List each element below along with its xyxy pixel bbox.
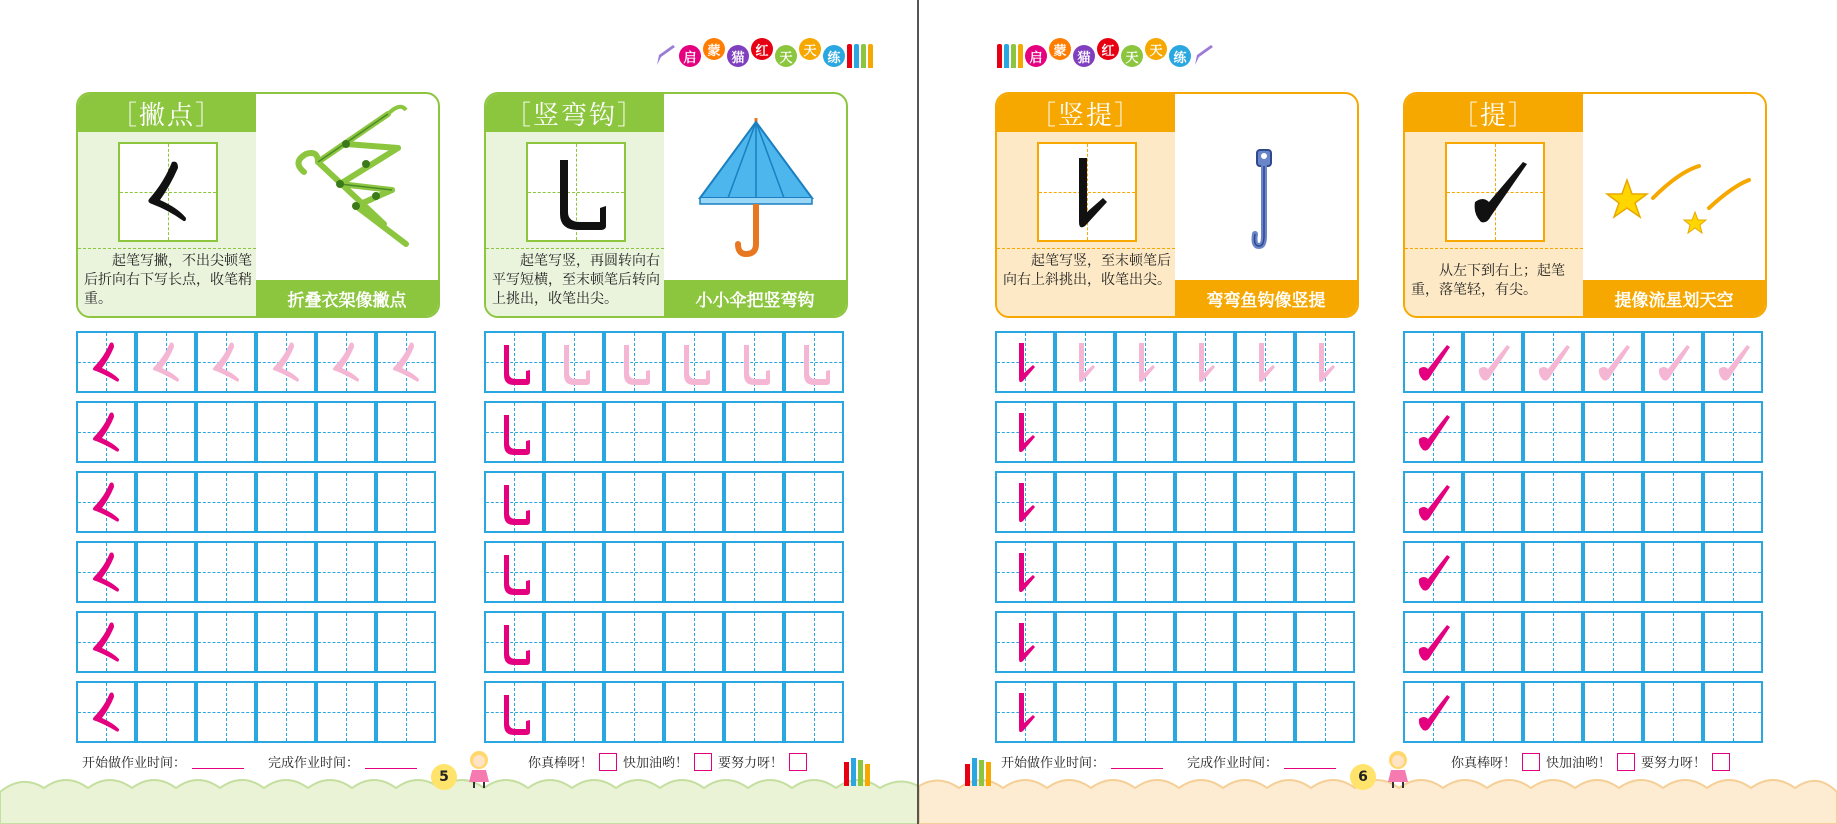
writing-cell[interactable] (1235, 331, 1295, 393)
pencils-icon (842, 754, 874, 788)
logo-char: 红 (1097, 38, 1119, 60)
writing-cell[interactable] (1295, 401, 1355, 463)
stroke-caption: 提像流星划天空 (1583, 280, 1765, 316)
writing-cell[interactable] (76, 401, 136, 463)
practice-row (76, 331, 436, 393)
writing-cell[interactable] (724, 331, 784, 393)
umbrella-icon (664, 94, 846, 280)
writing-cell[interactable] (1583, 681, 1643, 743)
writing-cell[interactable] (784, 331, 844, 393)
writing-cell[interactable] (136, 611, 196, 673)
model-stroke (486, 333, 542, 391)
series-logo (655, 44, 873, 68)
model-stroke (997, 473, 1053, 531)
stroke-caption: 小小伞把竖弯钩 (664, 280, 846, 316)
writing-cell[interactable] (376, 471, 436, 533)
writing-cell[interactable] (1403, 401, 1463, 463)
praise-great-checkbox[interactable] (1522, 753, 1540, 771)
writing-cell[interactable] (484, 541, 544, 603)
writing-cell[interactable] (136, 331, 196, 393)
writing-cell[interactable] (1643, 541, 1703, 603)
footer-wave (0, 766, 918, 824)
model-stroke (78, 683, 134, 741)
writing-cell[interactable] (544, 331, 604, 393)
stroke-card-pie-dian (76, 92, 440, 318)
writing-cell[interactable] (1523, 541, 1583, 603)
writing-cell[interactable] (1115, 471, 1175, 533)
writing-cell[interactable] (256, 541, 316, 603)
writing-cell[interactable] (1235, 611, 1295, 673)
stroke-title: ［撇点］ (78, 94, 256, 132)
stroke-ti-glyph (1447, 144, 1543, 240)
writing-cell[interactable] (604, 401, 664, 463)
stroke-title: ［提］ (1405, 94, 1583, 132)
writing-cell[interactable] (136, 471, 196, 533)
finish-time-blank[interactable] (365, 754, 417, 769)
trace-stroke (1237, 333, 1293, 391)
writing-cell[interactable] (1703, 681, 1763, 743)
start-time-label: 开始做作业时间： (1001, 756, 1106, 771)
stroke-title: ［竖提］ (997, 94, 1175, 132)
writing-cell[interactable] (1175, 541, 1235, 603)
trace-stroke (258, 333, 314, 391)
trace-stroke (1525, 333, 1581, 391)
model-stroke (997, 403, 1053, 461)
writing-cell[interactable] (1583, 611, 1643, 673)
writing-cell[interactable] (544, 541, 604, 603)
writing-cell[interactable] (1295, 541, 1355, 603)
writing-cell[interactable] (1523, 611, 1583, 673)
writing-cell[interactable] (1055, 471, 1115, 533)
folding-hanger-icon (256, 94, 438, 280)
writing-cell[interactable] (604, 331, 664, 393)
writing-cell[interactable] (1523, 471, 1583, 533)
writing-cell[interactable] (1115, 401, 1175, 463)
logo-char: 天 (775, 45, 797, 67)
writing-cell[interactable] (196, 331, 256, 393)
writing-cell[interactable] (136, 681, 196, 743)
writing-cell[interactable] (1643, 471, 1703, 533)
writing-cell[interactable] (1703, 471, 1763, 533)
cartoon-girl-icon (462, 748, 496, 790)
writing-cell[interactable] (316, 611, 376, 673)
writing-cell[interactable] (995, 401, 1055, 463)
writing-cell[interactable] (484, 681, 544, 743)
writing-cell[interactable] (1235, 471, 1295, 533)
writing-cell[interactable] (256, 331, 316, 393)
fishhook-icon (1175, 94, 1357, 280)
trace-stroke (1057, 333, 1113, 391)
writing-cell[interactable] (1175, 681, 1235, 743)
pencils-icon (847, 44, 873, 68)
writing-cell[interactable] (1403, 331, 1463, 393)
writing-cell[interactable] (1523, 331, 1583, 393)
model-stroke (486, 403, 542, 461)
logo-char: 猫 (727, 45, 749, 67)
model-stroke (78, 333, 134, 391)
writing-cell[interactable] (1523, 681, 1583, 743)
writing-cell[interactable] (1175, 331, 1235, 393)
trace-stroke (318, 333, 374, 391)
sample-grid (1445, 142, 1545, 242)
writing-cell[interactable] (1463, 541, 1523, 603)
writing-cell[interactable] (1583, 401, 1643, 463)
practice-row (484, 681, 844, 743)
praise-great-label: 你真棒呀！ (1451, 756, 1517, 771)
writing-cell[interactable] (784, 681, 844, 743)
writing-cell[interactable] (995, 611, 1055, 673)
writing-cell[interactable] (664, 611, 724, 673)
praise-great-label: 你真棒呀！ (528, 756, 594, 771)
stroke-shu-ti-glyph (1039, 144, 1135, 240)
writing-cell[interactable] (1175, 611, 1235, 673)
writing-cell[interactable] (1583, 471, 1643, 533)
writing-cell[interactable] (376, 681, 436, 743)
logo-char: 天 (799, 38, 821, 60)
practice-row (76, 681, 436, 743)
writing-cell[interactable] (1235, 681, 1295, 743)
crayon-icon (655, 45, 677, 67)
writing-cell[interactable] (784, 541, 844, 603)
writing-cell[interactable] (76, 471, 136, 533)
trace-stroke (1177, 333, 1233, 391)
sample-grid (1037, 142, 1137, 242)
writing-cell[interactable] (1703, 331, 1763, 393)
practice-row (484, 471, 844, 533)
stroke-description: 起笔写竖，再圆转向右平写短横，至末顿笔后转向上挑出，收笔出尖。 (492, 253, 660, 307)
writing-cell[interactable] (544, 471, 604, 533)
writing-cell[interactable] (664, 401, 724, 463)
writing-cell[interactable] (1583, 541, 1643, 603)
stroke-description: 起笔写撇，不出尖顿笔后折向右下写长点，收笔稍重。 (84, 253, 252, 307)
writing-cell[interactable] (136, 401, 196, 463)
writing-cell[interactable] (1115, 681, 1175, 743)
writing-cell[interactable] (784, 401, 844, 463)
model-stroke (997, 333, 1053, 391)
praise-try-checkbox[interactable] (1712, 753, 1730, 771)
writing-cell[interactable] (484, 401, 544, 463)
start-time-label: 开始做作业时间： (82, 756, 187, 771)
writing-cell[interactable] (664, 331, 724, 393)
writing-cell[interactable] (1055, 541, 1115, 603)
homework-time-row (82, 752, 417, 771)
model-stroke (1405, 473, 1461, 531)
footer-wave (919, 766, 1837, 824)
writing-cell[interactable] (604, 681, 664, 743)
writing-cell[interactable] (1703, 611, 1763, 673)
start-time-blank[interactable] (1111, 754, 1163, 769)
writing-cell[interactable] (664, 541, 724, 603)
logo-char: 练 (1169, 45, 1191, 67)
praise-great-checkbox[interactable] (599, 753, 617, 771)
writing-cell[interactable] (1055, 331, 1115, 393)
shooting-star-icon (1583, 94, 1765, 280)
practice-row (484, 611, 844, 673)
writing-cell[interactable] (724, 611, 784, 673)
logo-char: 蒙 (703, 38, 725, 60)
model-stroke (1405, 543, 1461, 601)
stroke-caption: 折叠衣架像撇点 (256, 280, 438, 316)
page-number: 5 (431, 764, 457, 790)
stroke-card-ti (1403, 92, 1767, 318)
model-stroke (78, 403, 134, 461)
writing-cell[interactable] (995, 331, 1055, 393)
homework-time-row (1001, 752, 1336, 771)
practice-row (995, 541, 1355, 603)
writing-cell[interactable] (1115, 331, 1175, 393)
sample-grid (118, 142, 218, 242)
writing-cell[interactable] (76, 681, 136, 743)
writing-cell[interactable] (1463, 681, 1523, 743)
writing-cell[interactable] (1403, 541, 1463, 603)
practice-row (484, 541, 844, 603)
writing-cell[interactable] (1295, 681, 1355, 743)
practice-row (1403, 331, 1763, 393)
pencils-icon (997, 44, 1023, 68)
trace-stroke (786, 333, 842, 391)
writing-cell[interactable] (136, 541, 196, 603)
stroke-shu-wan-gou-glyph (528, 144, 624, 240)
sample-grid (526, 142, 626, 242)
writing-cell[interactable] (316, 331, 376, 393)
model-stroke (1405, 683, 1461, 741)
writing-cell[interactable] (1643, 681, 1703, 743)
practice-row (995, 331, 1355, 393)
writing-cell[interactable] (1055, 681, 1115, 743)
writing-cell[interactable] (376, 401, 436, 463)
writing-cell[interactable] (256, 401, 316, 463)
left-page (0, 0, 918, 824)
trace-stroke (606, 333, 662, 391)
trace-stroke (198, 333, 254, 391)
writing-cell[interactable] (1235, 541, 1295, 603)
writing-cell[interactable] (995, 681, 1055, 743)
model-stroke (78, 613, 134, 671)
writing-cell[interactable] (1115, 611, 1175, 673)
model-stroke (1405, 333, 1461, 391)
praise-cheer-checkbox[interactable] (1617, 753, 1635, 771)
writing-cell[interactable] (1643, 331, 1703, 393)
writing-cell[interactable] (76, 611, 136, 673)
writing-cell[interactable] (376, 611, 436, 673)
pencils-icon (963, 754, 995, 788)
writing-cell[interactable] (604, 471, 664, 533)
trace-stroke (1117, 333, 1173, 391)
practice-row (76, 541, 436, 603)
model-stroke (486, 543, 542, 601)
writing-cell[interactable] (1115, 541, 1175, 603)
stroke-card-shu-wan-gou (484, 92, 848, 318)
writing-cell[interactable] (316, 541, 376, 603)
trace-stroke (1645, 333, 1701, 391)
writing-cell[interactable] (256, 471, 316, 533)
writing-cell[interactable] (1643, 401, 1703, 463)
writing-cell[interactable] (1523, 401, 1583, 463)
model-stroke (1405, 403, 1461, 461)
writing-cell[interactable] (376, 331, 436, 393)
writing-cell[interactable] (1643, 611, 1703, 673)
writing-cell[interactable] (316, 401, 376, 463)
writing-cell[interactable] (1463, 471, 1523, 533)
writing-cell[interactable] (256, 681, 316, 743)
trace-stroke (378, 333, 434, 391)
praise-cheer-label: 快加油哟！ (623, 756, 689, 771)
series-logo (997, 44, 1215, 68)
practice-row (484, 401, 844, 463)
practice-row (1403, 401, 1763, 463)
writing-cell[interactable] (724, 471, 784, 533)
writing-cell[interactable] (1403, 611, 1463, 673)
writing-cell[interactable] (995, 541, 1055, 603)
finish-time-label: 完成作业时间： (268, 756, 360, 771)
logo-char: 天 (1145, 38, 1167, 60)
practice-row (995, 681, 1355, 743)
writing-cell[interactable] (484, 611, 544, 673)
writing-cell[interactable] (1583, 331, 1643, 393)
model-stroke (486, 683, 542, 741)
practice-row (1403, 681, 1763, 743)
model-stroke (997, 613, 1053, 671)
crayon-icon (1193, 45, 1215, 67)
practice-row (76, 611, 436, 673)
practice-row (1403, 611, 1763, 673)
writing-cell[interactable] (724, 541, 784, 603)
praise-cheer-checkbox[interactable] (694, 753, 712, 771)
writing-cell[interactable] (664, 471, 724, 533)
trace-stroke (666, 333, 722, 391)
writing-cell[interactable] (724, 401, 784, 463)
stroke-caption: 弯弯鱼钩像竖提 (1175, 280, 1357, 316)
logo-char: 蒙 (1049, 38, 1071, 60)
model-stroke (997, 683, 1053, 741)
writing-cell[interactable] (1463, 401, 1523, 463)
writing-cell[interactable] (196, 681, 256, 743)
writing-cell[interactable] (1295, 471, 1355, 533)
praise-try-checkbox[interactable] (789, 753, 807, 771)
praise-try-label: 要努力呀！ (718, 756, 784, 771)
logo-char: 练 (823, 45, 845, 67)
praise-cheer-label: 快加油哟！ (1546, 756, 1612, 771)
writing-cell[interactable] (484, 471, 544, 533)
practice-row (484, 331, 844, 393)
practice-row (76, 401, 436, 463)
writing-cell[interactable] (1175, 471, 1235, 533)
writing-cell[interactable] (196, 611, 256, 673)
start-time-blank[interactable] (192, 754, 244, 769)
model-stroke (997, 543, 1053, 601)
finish-time-blank[interactable] (1284, 754, 1336, 769)
writing-cell[interactable] (1235, 401, 1295, 463)
writing-cell[interactable] (1403, 471, 1463, 533)
writing-cell[interactable] (544, 401, 604, 463)
stroke-title: ［竖弯钩］ (486, 94, 664, 132)
trace-stroke (546, 333, 602, 391)
writing-cell[interactable] (724, 681, 784, 743)
writing-cell[interactable] (256, 611, 316, 673)
practice-row (995, 401, 1355, 463)
trace-stroke (1465, 333, 1521, 391)
logo-char: 启 (1025, 45, 1047, 67)
trace-stroke (726, 333, 782, 391)
trace-stroke (1297, 333, 1353, 391)
writing-cell[interactable] (316, 471, 376, 533)
writing-cell[interactable] (196, 471, 256, 533)
cartoon-girl-icon (1381, 748, 1415, 790)
practice-row (995, 611, 1355, 673)
logo-char: 红 (751, 38, 773, 60)
model-stroke (486, 473, 542, 531)
practice-row (995, 471, 1355, 533)
writing-cell[interactable] (76, 331, 136, 393)
finish-time-label: 完成作业时间： (1187, 756, 1279, 771)
trace-stroke (138, 333, 194, 391)
practice-row (1403, 471, 1763, 533)
logo-char: 启 (679, 45, 701, 67)
writing-cell[interactable] (995, 471, 1055, 533)
writing-cell[interactable] (1703, 541, 1763, 603)
writing-cell[interactable] (1055, 611, 1115, 673)
writing-cell[interactable] (1295, 611, 1355, 673)
writing-cell[interactable] (76, 541, 136, 603)
writing-cell[interactable] (1055, 401, 1115, 463)
self-evaluation-row (528, 752, 807, 771)
writing-cell[interactable] (196, 541, 256, 603)
right-page (919, 0, 1837, 824)
self-evaluation-row (1451, 752, 1730, 771)
trace-stroke (1585, 333, 1641, 391)
writing-cell[interactable] (784, 611, 844, 673)
stroke-card-shu-ti (995, 92, 1359, 318)
writing-cell[interactable] (664, 681, 724, 743)
writing-cell[interactable] (604, 541, 664, 603)
logo-char: 猫 (1073, 45, 1095, 67)
model-stroke (78, 473, 134, 531)
practice-row (76, 471, 436, 533)
writing-cell[interactable] (1703, 401, 1763, 463)
writing-cell[interactable] (1463, 331, 1523, 393)
writing-cell[interactable] (1463, 611, 1523, 673)
model-stroke (1405, 613, 1461, 671)
trace-stroke (1705, 333, 1761, 391)
writing-cell[interactable] (604, 611, 664, 673)
writing-cell[interactable] (484, 331, 544, 393)
model-stroke (78, 543, 134, 601)
writing-cell[interactable] (1403, 681, 1463, 743)
writing-cell[interactable] (316, 681, 376, 743)
page-number: 6 (1350, 764, 1376, 790)
model-stroke (486, 613, 542, 671)
writing-cell[interactable] (544, 681, 604, 743)
stroke-description: 起笔写竖，至末顿笔后向右上斜挑出，收笔出尖。 (1003, 253, 1171, 288)
writing-cell[interactable] (196, 401, 256, 463)
stroke-pie-dian-glyph (120, 144, 216, 240)
writing-cell[interactable] (376, 541, 436, 603)
logo-char: 天 (1121, 45, 1143, 67)
writing-cell[interactable] (784, 471, 844, 533)
writing-cell[interactable] (1175, 401, 1235, 463)
stroke-description: 从左下到右上；起笔重，落笔轻，有尖。 (1411, 263, 1565, 298)
writing-cell[interactable] (1295, 331, 1355, 393)
praise-try-label: 要努力呀！ (1641, 756, 1707, 771)
writing-cell[interactable] (544, 611, 604, 673)
practice-row (1403, 541, 1763, 603)
